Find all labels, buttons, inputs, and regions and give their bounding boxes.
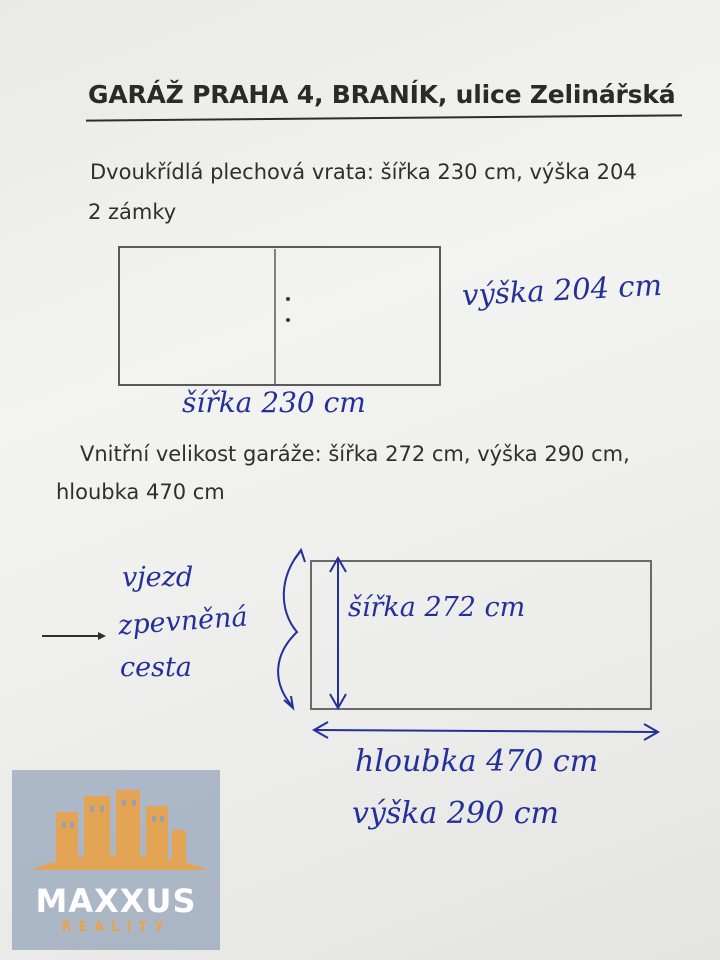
logo-name: MAXXUS (35, 882, 197, 920)
door-description: Dvoukřídlá plechová vrata: šířka 230 cm, výška 204 (90, 160, 637, 184)
inner-depth-description: hloubka 470 cm (56, 480, 225, 504)
handwritten-garage-height: výška 290 cm (352, 796, 559, 831)
depth-arrow (316, 730, 656, 732)
handwritten-door-height: výška 204 cm (461, 267, 663, 313)
maxxus-reality-logo (12, 770, 220, 950)
handwritten-entrance-2: zpevněná (117, 601, 249, 642)
entrance-bracket (278, 552, 300, 706)
door-locks: 2 zámky (88, 200, 177, 224)
handwritten-garage-width: šířka 272 cm (348, 592, 526, 623)
handwritten-entrance-1: vjezd (122, 562, 194, 593)
document-title: GARÁŽ PRAHA 4, BRANÍK, ulice Zelinářská (88, 80, 676, 109)
handwritten-entrance-3: cesta (120, 652, 192, 683)
logo-subtitle: REALITY (61, 920, 171, 935)
handwritten-garage-depth: hloubka 470 cm (355, 744, 599, 779)
door-diagram (119, 247, 440, 385)
handwritten-door-width: šířka 230 cm (182, 386, 366, 419)
door-lock-dot (286, 297, 290, 301)
city-skyline-icon (12, 770, 220, 880)
inner-size-description: Vnitřní velikost garáže: šířka 272 cm, výška 290 cm, (80, 442, 630, 466)
door-lock-dot (286, 318, 290, 322)
garage-diagram (311, 561, 651, 709)
